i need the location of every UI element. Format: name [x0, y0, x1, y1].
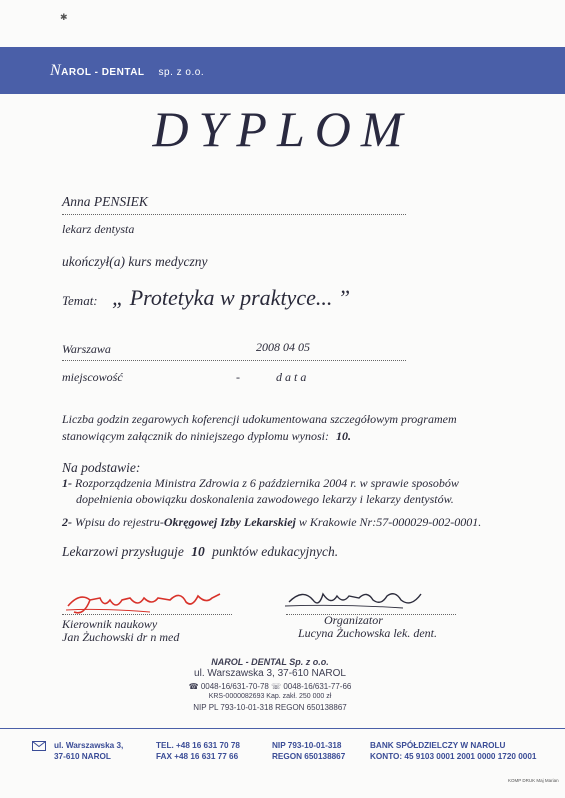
footer-bank-name: BANK SPÓŁDZIELCZY W NAROLU: [370, 741, 506, 750]
footer-ids: [272, 740, 345, 762]
basis-item-1: [62, 476, 459, 491]
place-value: Warszawa: [62, 342, 111, 356]
right-signer-name: Lucyna Żuchowska lek. dent.: [298, 626, 437, 640]
left-signer-name: Jan Żuchowski dr n med: [62, 630, 180, 644]
topic-label: Temat:: [62, 293, 98, 308]
footer-address-line-2: 37-610 NAROL: [54, 752, 111, 761]
basis-item-2-register: Wpisu do rejestru-: [75, 515, 164, 529]
footer-fax: FAX +48 16 631 77 66: [156, 752, 239, 761]
basis-item-1-line-1: Rozporządzenia Ministra Zdrowia z 6 października 2004 r. w sprawie sposobów: [75, 476, 459, 490]
name-underline: [62, 214, 406, 215]
printer-credit: KOMP DRUK Maj Marian: [508, 778, 559, 783]
diploma-title: DYPLOM: [152, 101, 413, 157]
basis-item-2-number: 2-: [62, 515, 72, 529]
footer-bank: [370, 740, 536, 762]
date-label: d a t a: [276, 370, 307, 384]
right-signer-role: Organizator: [324, 613, 383, 627]
basis-item-2: [62, 515, 481, 530]
stamp-krs: KRS-0000082693 Kap. zakł. 250 000 zł: [208, 693, 332, 700]
stamp-logo: NAROL - DENTAL Sp. z o.o.: [211, 657, 329, 667]
basis-item-1-line-2: dopełnienia obowiązku doskonalenia zawodowego lekarzy i lekarzy dentystów.: [76, 492, 454, 506]
header-band: [0, 47, 565, 94]
place-date-underline: [62, 360, 406, 361]
footer-rule: [0, 728, 565, 729]
envelope-icon: [32, 741, 46, 751]
footer-regon: REGON 650138867: [272, 752, 346, 761]
right-signature: [283, 584, 433, 614]
points-value: 10: [191, 544, 205, 559]
hours-value: 10.: [335, 429, 351, 443]
topic-value: „ Protetyka w praktyce... ”: [112, 285, 351, 310]
corner-mark: ✱: [60, 12, 68, 22]
footer-nip: NIP 793-10-01-318: [272, 741, 342, 750]
footer-tel: TEL. +48 16 631 70 78: [156, 741, 240, 750]
points-line: [62, 544, 338, 560]
stamp-address: ul. Warszawska 3, 37-610 NAROL: [194, 668, 346, 679]
logo-text: AROL - DENTAL: [61, 67, 145, 78]
basis-item-2-chamber: Okręgowej Izby Lekarskiej: [163, 515, 296, 529]
company-logo: [50, 62, 204, 80]
recipient-name: Anna PENSIEK: [62, 194, 148, 209]
basis-heading: Na podstawie:: [62, 460, 141, 475]
footer-account: KONTO: 45 9103 0001 2001 0000 1720 0001: [370, 752, 537, 761]
footer-phones: [156, 740, 240, 762]
stamp-phones: ☎ 0048-16/631-70-78 ☏ 0048-16/631-77-66: [188, 682, 352, 691]
points-suffix: punktów edukacyjnych.: [212, 544, 339, 559]
basis-item-2-number-text: w Krakowie Nr:57-000029-002-0001.: [295, 515, 482, 529]
hours-line-2: [62, 429, 351, 444]
company-stamp: [170, 657, 370, 713]
left-signature-line: [62, 614, 232, 615]
recipient-profession: lekarz dentysta: [62, 222, 135, 236]
stamp-nip-regon: NIP PL 793-10-01-318 REGON 650138867: [193, 703, 347, 712]
course-completed: ukończył(a) kurs medyczny: [62, 254, 208, 269]
basis-item-1-number: 1-: [62, 476, 72, 490]
place-label: miejscowość: [62, 370, 123, 384]
place-date-dash: -: [236, 370, 240, 384]
footer-address: [54, 740, 123, 762]
logo-n: N: [50, 62, 62, 79]
date-value: 2008 04 05: [256, 340, 310, 354]
left-signer-role: Kierownik naukowy: [62, 617, 158, 631]
points-prefix: Lekarzowi przysługuje: [62, 544, 184, 559]
hours-line-1: Liczba godzin zegarowych koferencji udokumentowana szczegółowym programem: [62, 412, 457, 426]
footer-address-line-1: ul. Warszawska 3,: [54, 741, 124, 750]
company-form: sp. z o.o.: [158, 67, 205, 78]
hours-text: stanowiącym załącznik do niniejszego dyplomu wynosi:: [62, 429, 329, 443]
